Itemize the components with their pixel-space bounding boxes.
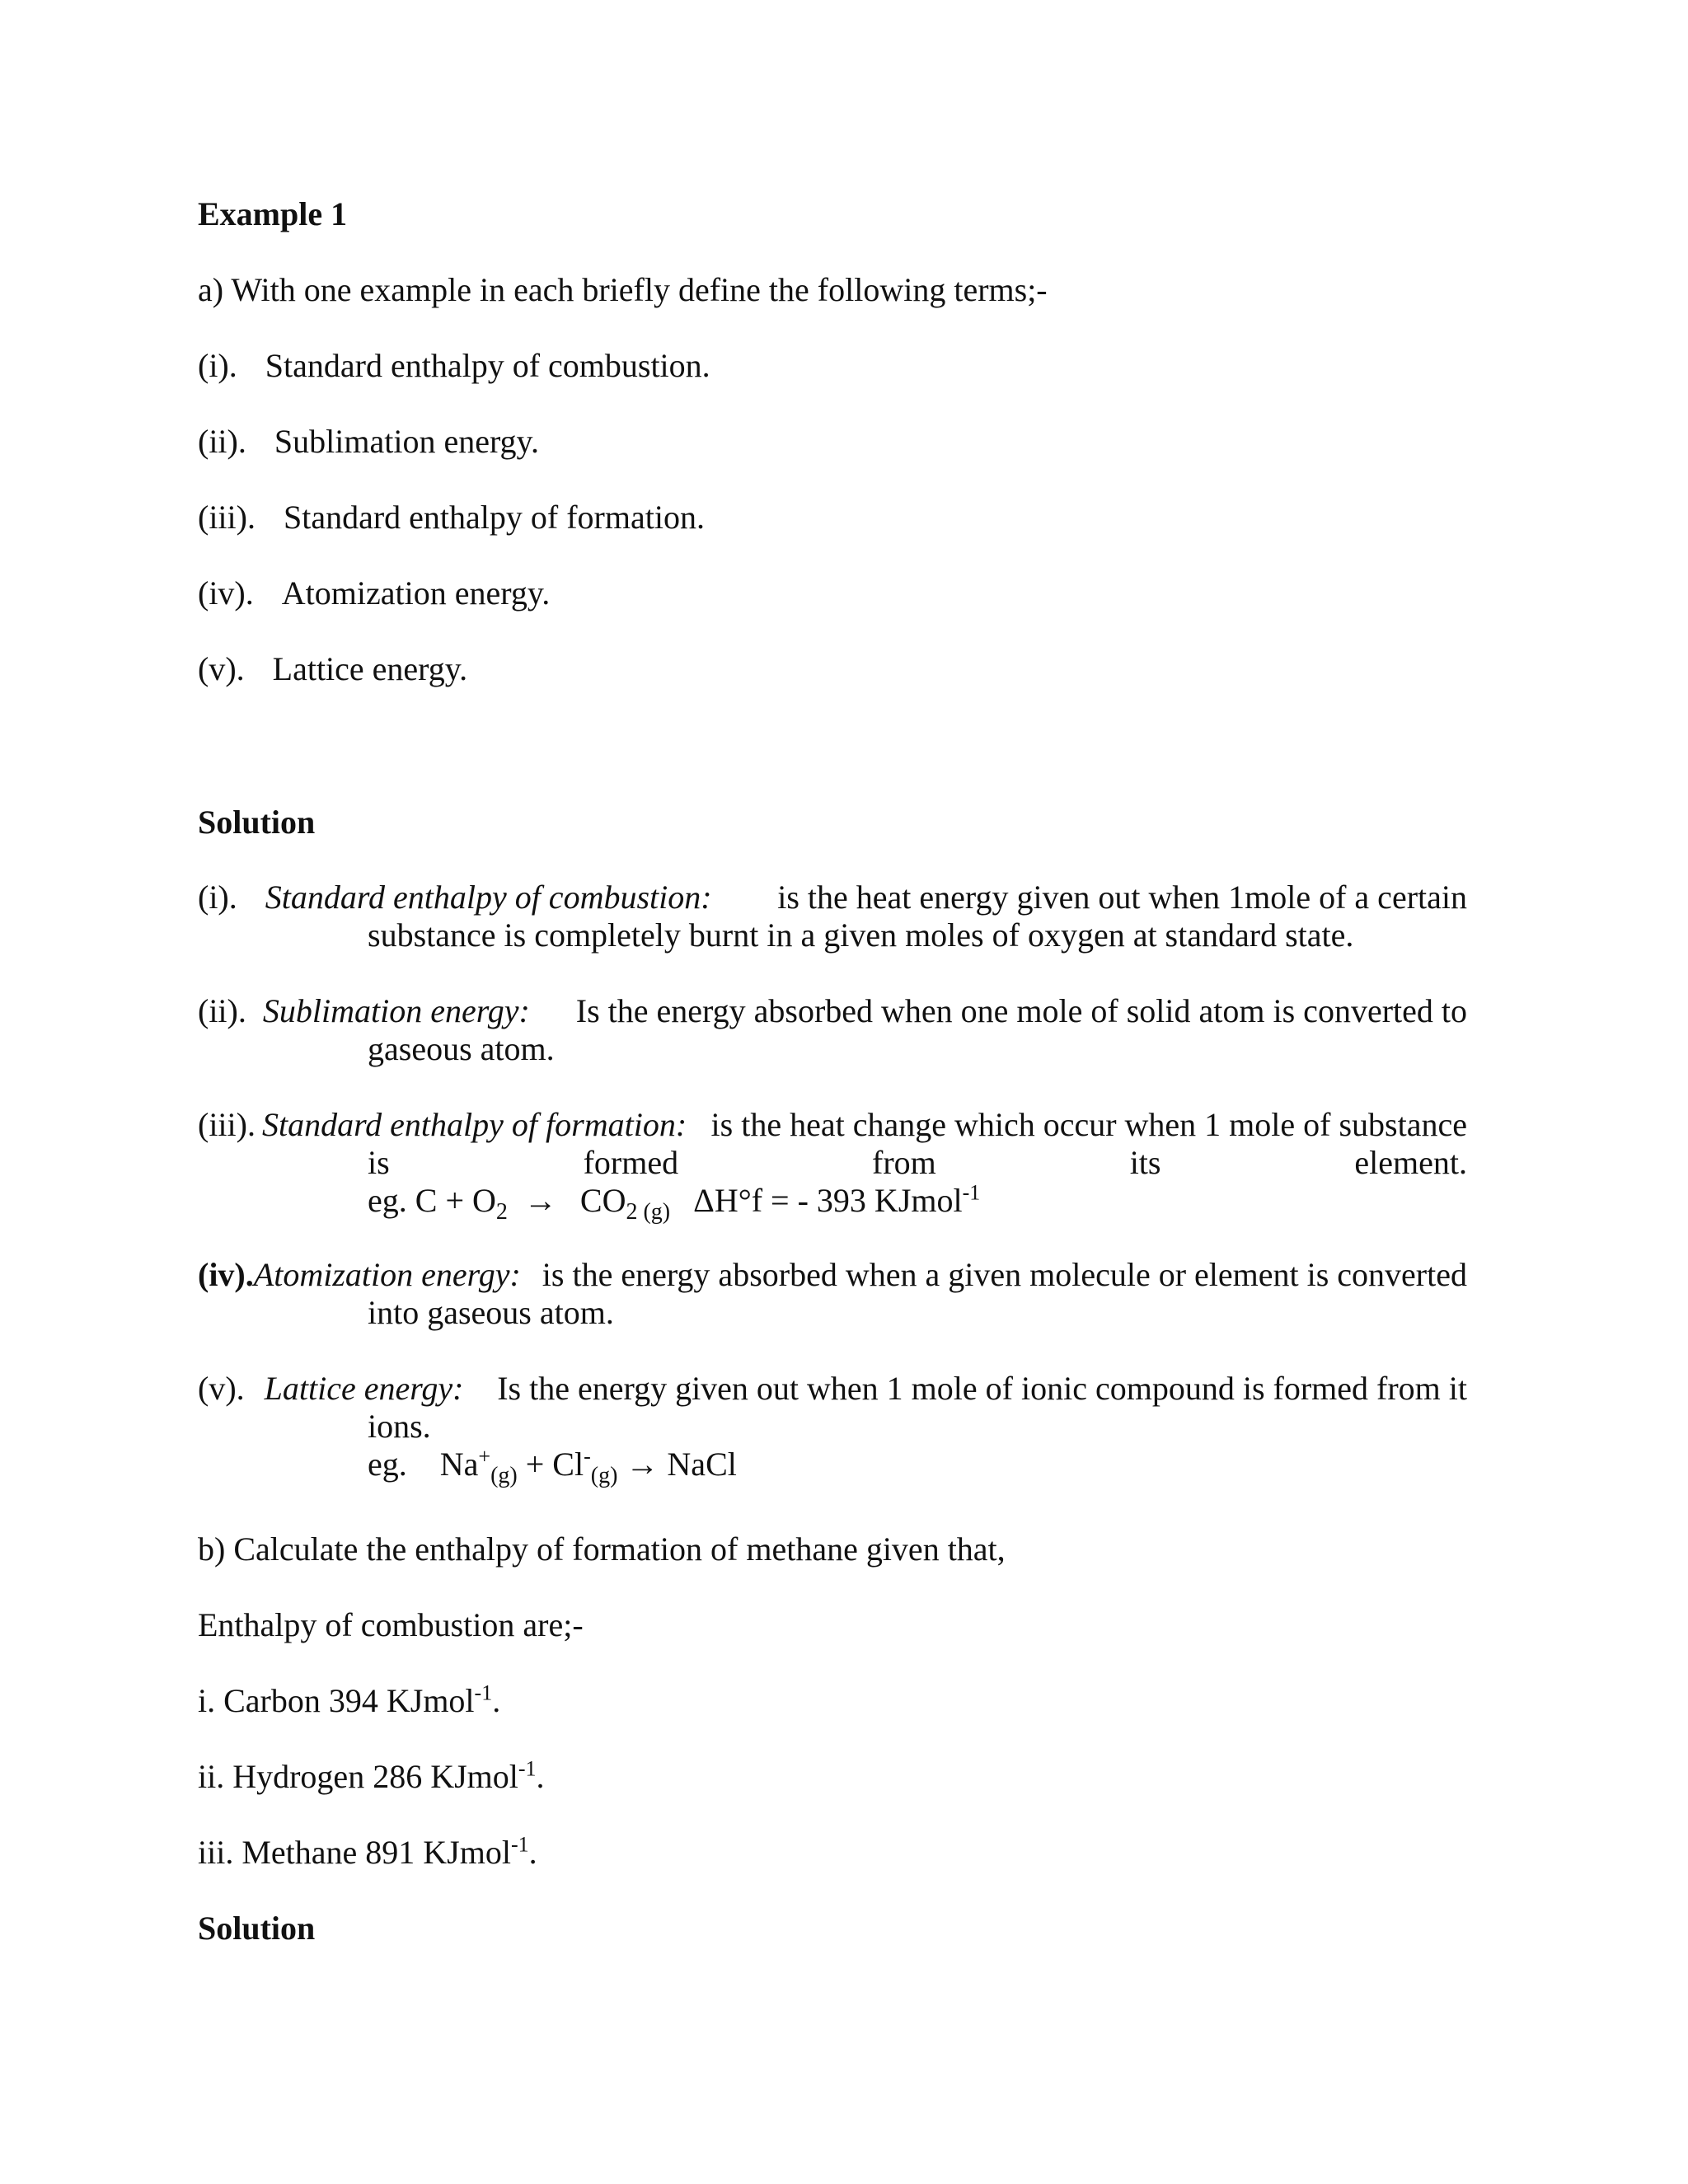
answer-item bbox=[198, 1256, 1467, 1332]
answer-item bbox=[198, 1106, 1467, 1225]
answer-number: (iv). bbox=[198, 1256, 254, 1293]
term-item bbox=[198, 498, 705, 537]
answer-number: (i). bbox=[198, 879, 237, 916]
term-text: Atomization energy. bbox=[281, 574, 551, 612]
answer-term: Atomization energy: bbox=[253, 1256, 521, 1293]
word: formed bbox=[583, 1144, 679, 1181]
term-number: (iii). bbox=[198, 499, 256, 536]
answer-number: (iii). bbox=[198, 1106, 256, 1143]
question-b-intro: Enthalpy of combustion are;- bbox=[198, 1606, 584, 1643]
term-item bbox=[198, 422, 539, 462]
answer-item bbox=[198, 879, 1467, 954]
equation: eg. $C + O_2 \to CO_{2 (g)}$ ΔH°f = - 393 KJmol$^{-1}$ bbox=[368, 1180, 981, 1225]
equation: eg. $Na^+_{(g)} + Cl^-_{(g)}$ → NaCl bbox=[368, 1444, 737, 1488]
answer-line: is the heat change which occur when 1 mole of substance bbox=[710, 1106, 1467, 1143]
answer-line: Is the energy given out when 1 mole of ionic compound is formed from it bbox=[497, 1370, 1467, 1407]
given-item: i. Carbon 394 KJmol$^{-1}$. bbox=[198, 1680, 501, 1719]
term-text: Sublimation energy. bbox=[274, 423, 539, 460]
term-number: (v). bbox=[198, 650, 245, 687]
answer-number: (v). bbox=[198, 1370, 245, 1407]
term-item bbox=[198, 346, 710, 386]
word: its bbox=[1129, 1144, 1161, 1181]
word: from bbox=[872, 1144, 936, 1181]
answer-line: Is the energy absorbed when one mole of solid atom is converted to bbox=[575, 992, 1467, 1029]
solution-b-title: Solution bbox=[198, 1910, 316, 1947]
term-text: Standard enthalpy of combustion. bbox=[265, 347, 710, 384]
answer-line: gaseous atom. bbox=[368, 1030, 555, 1067]
answer-item bbox=[198, 992, 1467, 1068]
term-number: (ii). bbox=[198, 423, 246, 460]
given-item: iii. Methane 891 KJmol$^{-1}$. bbox=[198, 1832, 537, 1871]
word: element. bbox=[1354, 1144, 1467, 1181]
answer-item bbox=[198, 1370, 1467, 1488]
answer-line: substance is completely burnt in a given moles of oxygen at standard state. bbox=[368, 916, 1354, 954]
answer-term: Standard enthalpy of formation: bbox=[261, 1106, 687, 1143]
solution-a-title: Solution bbox=[198, 804, 316, 841]
term-number: (iv). bbox=[198, 574, 254, 612]
given-item: ii. Hydrogen 286 KJmol$^{-1}$. bbox=[198, 1756, 545, 1795]
answer-number: (ii). bbox=[198, 992, 246, 1029]
term-item bbox=[198, 649, 467, 689]
answer-line: ions. bbox=[368, 1408, 431, 1445]
answer-term: Sublimation energy: bbox=[262, 992, 530, 1029]
answer-term: Standard enthalpy of combustion: bbox=[265, 879, 712, 916]
question-b: b) Calculate the enthalpy of formation of methane given that, bbox=[198, 1530, 1006, 1568]
question-a: a) With one example in each briefly define the following terms;- bbox=[198, 271, 1048, 308]
term-number: (i). bbox=[198, 347, 237, 384]
answer-line: is the energy absorbed when a given molecule or element is converted bbox=[542, 1256, 1467, 1293]
term-text: Standard enthalpy of formation. bbox=[283, 499, 705, 536]
example-title: Example 1 bbox=[198, 195, 348, 232]
answer-term: Lattice energy: bbox=[264, 1370, 464, 1407]
answer-line: into gaseous atom. bbox=[368, 1294, 614, 1331]
word: is bbox=[368, 1144, 390, 1181]
term-text: Lattice energy. bbox=[272, 650, 468, 687]
answer-line: is the heat energy given out when 1mole of a certain bbox=[777, 879, 1467, 916]
term-item bbox=[198, 574, 550, 613]
justified-line bbox=[368, 1144, 1467, 1182]
